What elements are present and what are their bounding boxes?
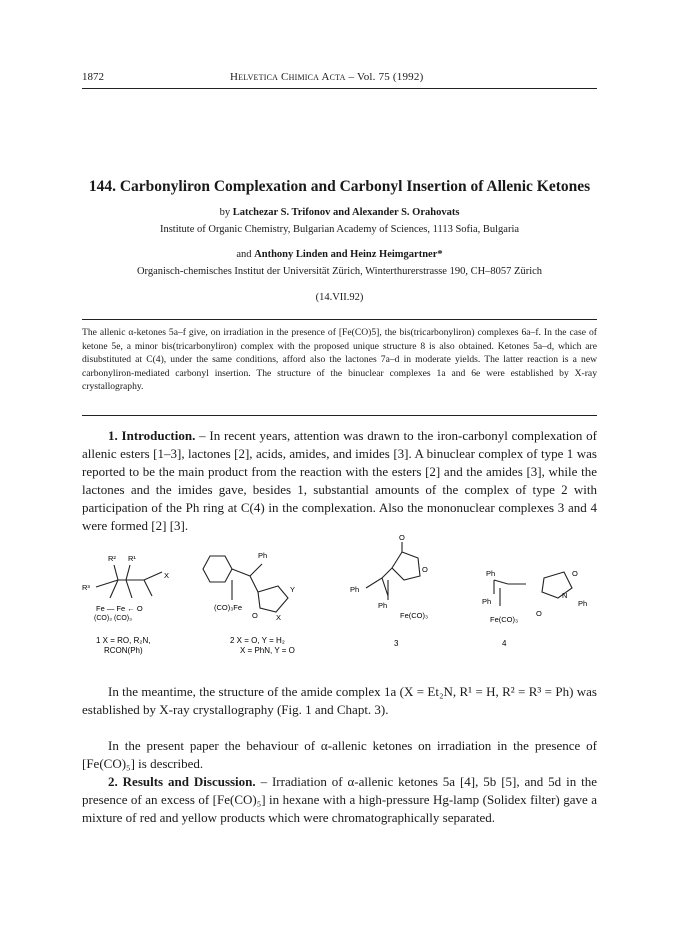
s1-r2: R² [108, 554, 116, 563]
s2-ph: Ph [258, 551, 268, 560]
structure-schemes [82, 533, 597, 675]
running-header [230, 71, 423, 83]
paragraph-present-paper: In the present paper the behaviour of α-allenic ketones on irradiation in the presence of [Fe(CO)₅] is described. [82, 738, 597, 771]
authors-prefix-by: by [219, 207, 231, 218]
s3-ph-1: Ph [350, 585, 360, 594]
s2-o: O [252, 611, 258, 620]
authors-line-1 [82, 207, 597, 218]
results-text: – Irradiation of α-allenic ketones 5a [4], 5b [5], and 5d in the presence of an excess of [Fe(CO)₅] in hexane with a high-pressure Hg-lamp (Solidex filter) gave a mixture of red and yellow products which were chromatographically separated. [82, 774, 597, 825]
authors-prefix-and: and [236, 249, 252, 260]
authors-names-2: Anthony Linden and Heinz Heimgartner* [254, 249, 443, 260]
s2-caption-2: X = PhN, Y = O [240, 646, 295, 655]
introduction-heading: 1. Introduction. [108, 428, 196, 443]
s1-co: (CO)₃ (CO)₃ [94, 615, 132, 622]
s1-fe: Fe — Fe ← O [96, 604, 143, 613]
s4-fe: Fe(CO)₃ [490, 615, 519, 624]
affiliation-2: Organisch-chemisches Institut der Universität Zürich, Winterthurerstrasse 190, CH–8057 Zürich [136, 266, 543, 277]
s3-fe: Fe(CO)₃ [400, 611, 429, 620]
s3-caption: 3 [394, 639, 399, 648]
s1-r1: R¹ [128, 554, 136, 563]
s3-o-top: O [399, 533, 405, 542]
page-number: 1872 [82, 71, 104, 83]
paragraph-amide-complex: In the meantime, the structure of the amide complex 1a (X = Et₂N, R¹ = H, R² = R³ = Ph) was established by X-ray crystallography (Fig. 1 and Chapt. 3). [82, 684, 597, 717]
results-paragraph [82, 773, 597, 827]
abstract-rule-bottom [82, 415, 597, 416]
authors-names-1: Latchezar S. Trifonov and Alexander S. Orahovats [232, 207, 460, 218]
s4-o-1: O [572, 569, 578, 578]
s2-x: X [276, 613, 282, 622]
introduction-paragraph [82, 427, 597, 535]
s2-fe: (CO)₃Fe [214, 603, 243, 612]
received-date: (14.VII.92) [315, 292, 364, 303]
affiliation-1: Institute of Organic Chemistry, Bulgarian Academy of Sciences, 1113 Sofia, Bulgaria [159, 224, 520, 235]
s3-ph-2: Ph [378, 601, 388, 610]
s4-o-2: O [536, 609, 542, 618]
s1-caption-2: RCON(Ph) [104, 646, 143, 655]
s1-r3: R³ [82, 583, 90, 592]
introduction-text: – In recent years, attention was drawn to the iron-carbonyl complexation of allenic esters [1–3], lactones [2], acids, amides, and imides [3]. A binuclear complex of type 1 was reported to be the main product from the reaction with the esters [2] and the amides [3], while the lactones and the imides gave, besides 1, substantial amounts of the complex of type 2 with participation of the Ph ring at C(4) in the complexation. Also the mononuclear complexes 3 and 4 were formed [2] [3]. [82, 428, 597, 533]
article-title: 144. Carbonyliron Complexation and Carbonyl Insertion of Allenic Ketones [88, 178, 591, 195]
results-heading: 2. Results and Discussion. [108, 774, 256, 789]
s1-caption-1: 1 X = RO, R₂N, [96, 636, 151, 645]
authors-line-2 [82, 249, 597, 260]
abstract-rule-top [82, 319, 597, 320]
journal-volume: – Vol. 75 (1992) [348, 71, 424, 83]
header-rule [82, 88, 597, 89]
abstract: The allenic α-ketones 5a–f give, on irradiation in the presence of [Fe(CO)5], the bis(tricarbonyliron) complexes 6a–f. In the case of ketone 5e, a minor bis(tricarbonyliron) complex with the proposed unique structure 8 is also obtained. Ketones 5a–d, which are disubstituted at C(4), under the same conditions, afford also the lactones 7a–d in moderate yields. The latter reaction is a new carbonyliron-mediated carbonyl insertion. The structure of the binuclear complexes 1a and 6e were established by X-ray crystallography. [82, 327, 597, 392]
s3-o-ring: O [422, 565, 428, 574]
s4-n: N [562, 591, 568, 600]
structures-svg [82, 533, 597, 675]
s2-caption-1: 2 X = O, Y = H₂ [230, 636, 285, 645]
s4-ph-1: Ph [486, 569, 496, 578]
s1-x: X [164, 571, 170, 580]
s4-ph-2: Ph [482, 597, 492, 606]
s4-ph-3: Ph [578, 599, 588, 608]
s4-caption: 4 [502, 639, 507, 648]
journal-name: Helvetica Chimica Acta [230, 71, 346, 83]
s2-y: Y [290, 585, 296, 594]
